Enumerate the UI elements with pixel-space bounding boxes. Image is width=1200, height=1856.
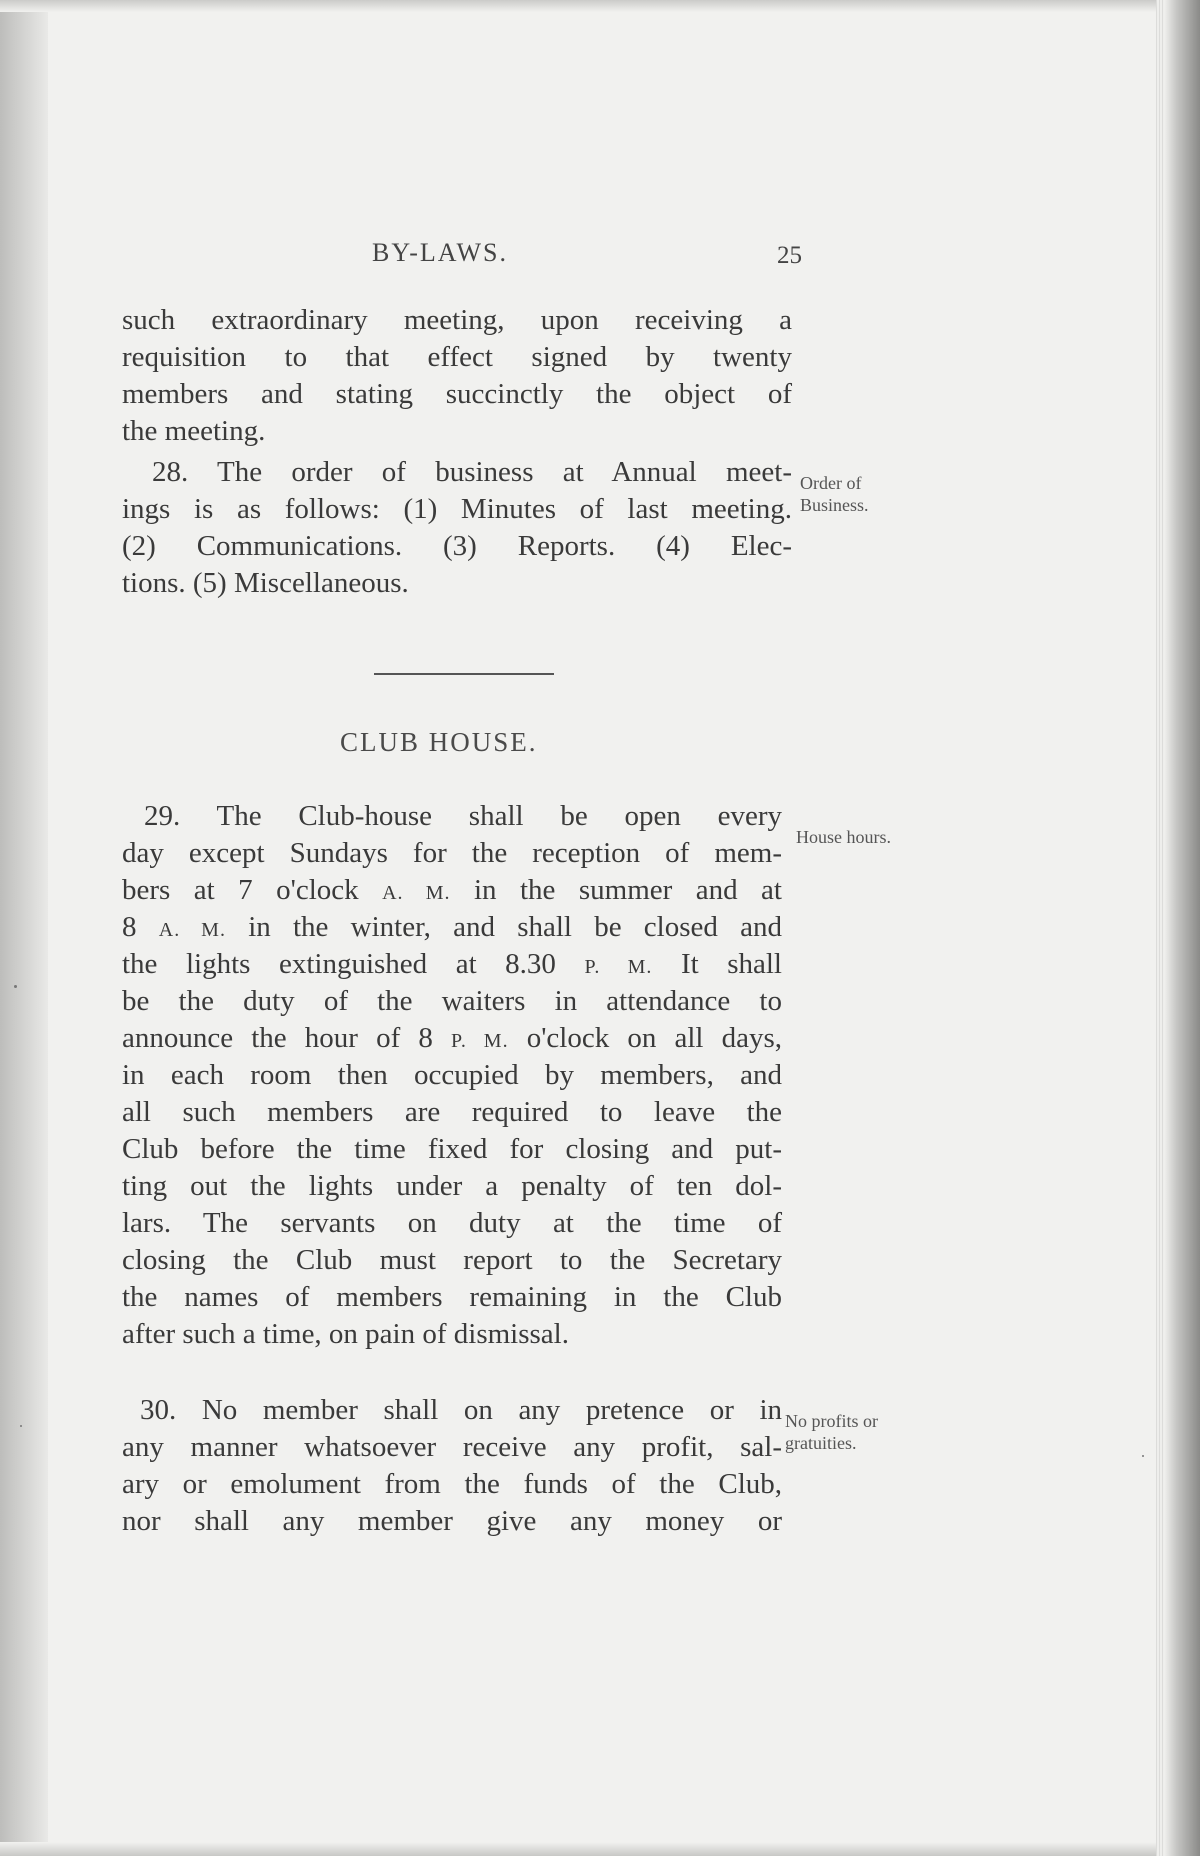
margin-note-no-profits <box>785 1410 878 1454</box>
text-run: 8 <box>122 911 159 943</box>
text-line: lars. The servants on duty at the time of <box>122 1207 782 1239</box>
text-line: after such a time, on pain of dismissal. <box>122 1318 569 1350</box>
scan-speck <box>1142 1455 1144 1457</box>
abbreviation: A. M. <box>382 882 451 904</box>
text-line: 30. No member shall on any pretence or in <box>140 1394 782 1426</box>
text-line: Club before the time fixed for closing and put- <box>122 1133 782 1165</box>
page-number: 25 <box>777 242 802 269</box>
text-line: in each room then occupied by members, and <box>122 1059 782 1091</box>
text-line: closing the Club must report to the Secretary <box>122 1244 782 1276</box>
text-line <box>122 872 782 909</box>
margin-note-line: Order of <box>800 473 862 493</box>
margin-note-house-hours: House hours. <box>796 827 891 847</box>
text-line: be the duty of the waiters in attendance to <box>122 985 782 1017</box>
abbreviation: A. M. <box>158 919 226 941</box>
text-line: such extraordinary meeting, upon receiving a <box>122 304 792 336</box>
bylaw-29-paragraph <box>122 798 782 1353</box>
text-run: the lights extinguished at 8.30 <box>122 948 585 980</box>
text-line: ting out the lights under a penalty of ten dol- <box>122 1170 782 1202</box>
text-run: in the winter, and shall be closed and <box>225 911 783 943</box>
section-title: CLUB HOUSE. <box>340 727 538 757</box>
continuation-paragraph <box>122 302 792 450</box>
page-header <box>372 238 802 278</box>
text-line: day except Sundays for the reception of mem- <box>122 837 782 869</box>
section-divider <box>374 673 554 675</box>
text-line <box>122 909 782 946</box>
text-run: It shall <box>652 948 782 980</box>
text-line: the names of members remaining in the Club <box>122 1281 782 1313</box>
text-line: tions. (5) Miscellaneous. <box>122 567 409 599</box>
text-line: requisition to that effect signed by twenty <box>122 341 792 373</box>
text-run: in the summer and at <box>450 874 782 906</box>
right-edge-shadow <box>1164 0 1200 1856</box>
text-line: ary or emolument from the funds of the Club, <box>122 1468 782 1500</box>
text-line: all such members are required to leave the <box>122 1096 782 1128</box>
text-line: 28. The order of business at Annual meet- <box>152 456 792 488</box>
text-line: any manner whatsoever receive any profit, sal- <box>122 1431 782 1463</box>
text-line: members and stating succinctly the object of <box>122 378 792 410</box>
margin-note-line: Business. <box>800 495 869 515</box>
binding-shadow <box>0 0 48 1856</box>
text-run: announce the hour of 8 <box>122 1022 451 1054</box>
bylaw-28-paragraph <box>122 454 792 602</box>
scan-speck <box>14 985 17 988</box>
text-line: 29. The Club-house shall be open every <box>144 800 782 832</box>
text-line: ings is as follows: (1) Minutes of last meeting. <box>122 493 792 525</box>
running-head: BY-LAWS. <box>372 238 508 267</box>
text-line: (2) Communications. (3) Reports. (4) Elec- <box>122 530 792 562</box>
margin-note-order-of-business <box>800 472 869 516</box>
top-page-edge <box>0 0 1200 12</box>
text-line <box>122 1020 782 1057</box>
text-run: bers at 7 o'clock <box>122 874 383 906</box>
bylaw-30-paragraph <box>122 1392 782 1540</box>
margin-note-line: gratuities. <box>785 1433 857 1453</box>
bottom-page-edge <box>0 1842 1200 1856</box>
margin-note-line: No profits or <box>785 1411 878 1431</box>
text-line: the meeting. <box>122 415 266 447</box>
text-run: o'clock on all days, <box>508 1022 783 1054</box>
text-line <box>122 946 782 983</box>
scan-speck <box>20 1425 22 1427</box>
text-line: nor shall any member give any money or <box>122 1505 782 1537</box>
abbreviation: P. M. <box>451 1030 509 1052</box>
abbreviation: P. M. <box>584 956 653 978</box>
stacked-page-edges <box>1156 0 1164 1856</box>
